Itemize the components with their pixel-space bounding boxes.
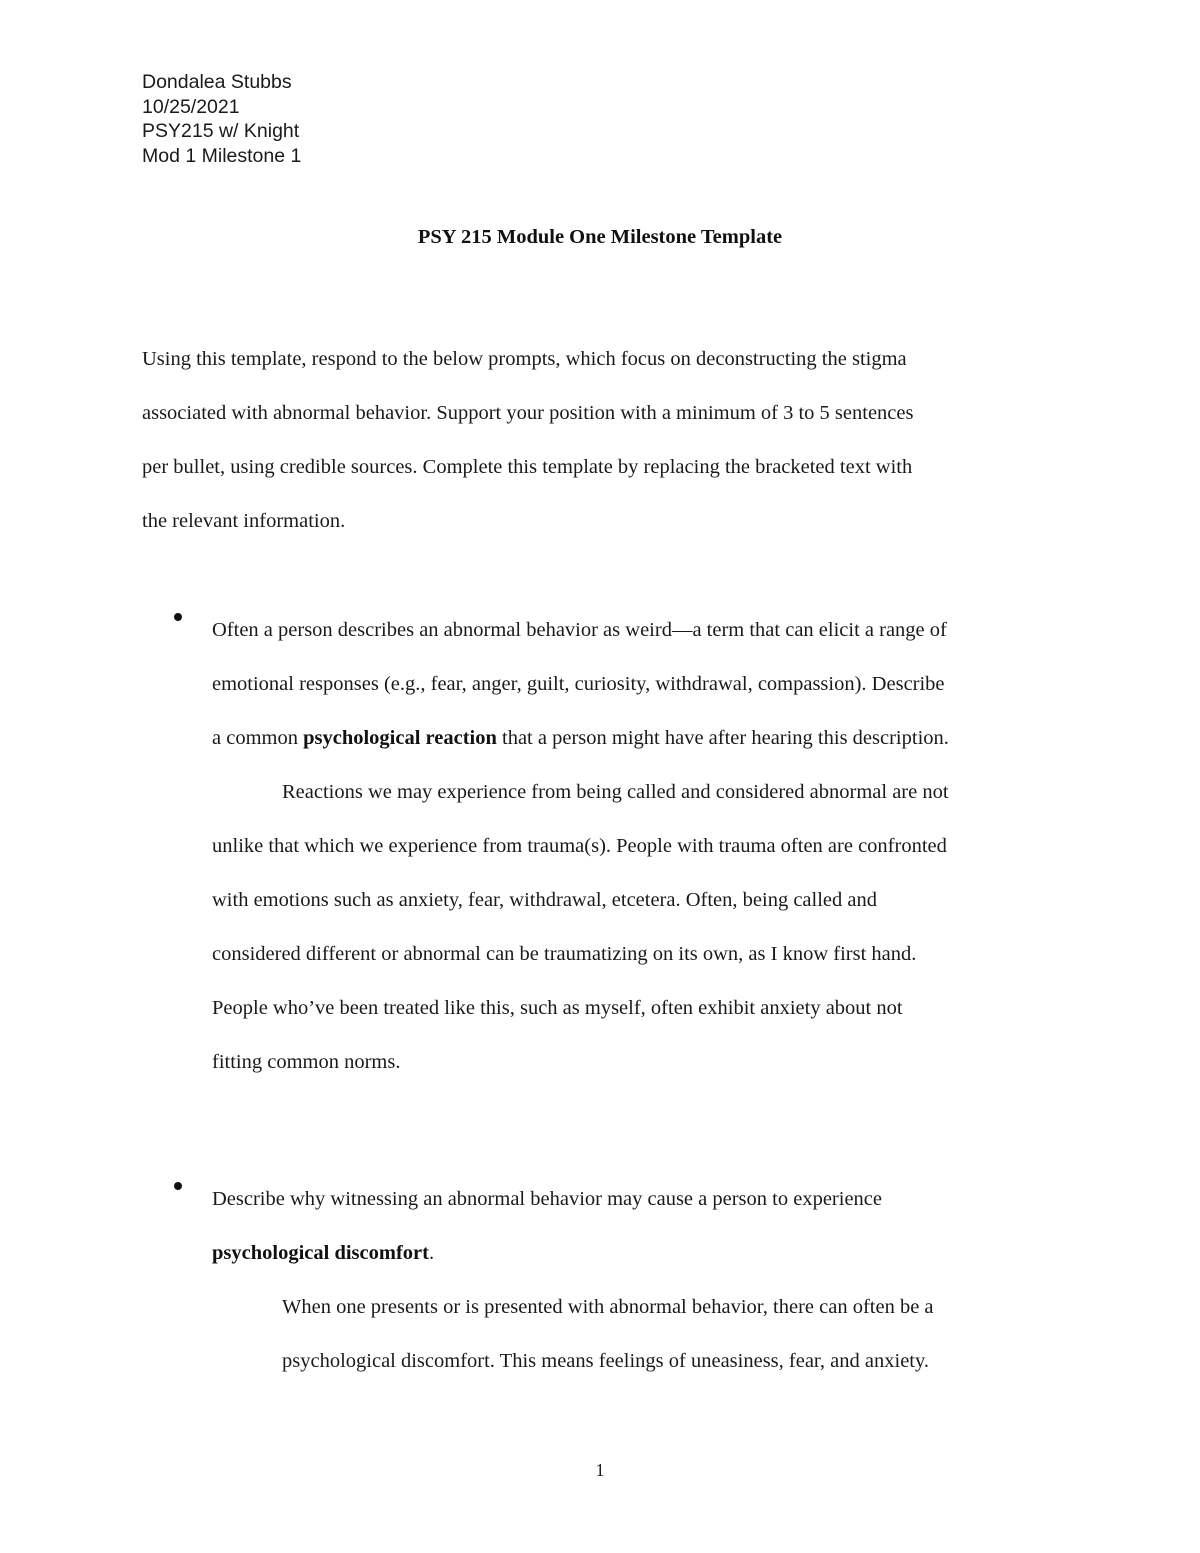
- bullet-icon: [174, 613, 182, 621]
- intro-paragraph: [142, 332, 1062, 548]
- intro-line: per bullet, using credible sources. Complete this template by replacing the bracketed text with: [142, 456, 913, 478]
- answer-line: Reactions we may experience from being called and considered abnormal are not: [282, 781, 949, 803]
- answer-line: When one presents or is presented with abnormal behavior, there can often be a: [282, 1296, 934, 1318]
- bold-term: psychological reaction: [303, 727, 497, 749]
- course-name: PSY215 w/ Knight: [142, 120, 300, 142]
- prompt-line: Often a person describes an abnormal behavior as weird—a term that can elicit a range of: [212, 619, 947, 641]
- assignment-name: Mod 1 Milestone 1: [142, 144, 302, 167]
- intro-line: the relevant information.: [142, 510, 346, 532]
- bullet-2-answer: [212, 1280, 934, 1388]
- prompt-line: [212, 1226, 882, 1280]
- bold-term: psychological discomfort: [212, 1242, 429, 1264]
- prompt-line: [212, 711, 949, 765]
- bullet-icon: [174, 1182, 182, 1190]
- document-title: PSY 215 Module One Milestone Template: [417, 226, 783, 248]
- prompt-line: Describe why witnessing an abnormal behavior may cause a person to experience: [212, 1188, 882, 1210]
- prompt-text: a common: [212, 727, 304, 749]
- page-number: 1: [595, 1460, 605, 1480]
- answer-line: fitting common norms.: [212, 1051, 401, 1073]
- answer-line: considered different or abnormal can be traumatizing on its own, as I know first hand.: [212, 943, 917, 965]
- answer-line: People who’ve been treated like this, such as myself, often exhibit anxiety about not: [212, 997, 903, 1019]
- submission-date: 10/25/2021: [142, 95, 240, 118]
- answer-line: with emotions such as anxiety, fear, withdrawal, etcetera. Often, being called and: [212, 889, 877, 911]
- answer-line: unlike that which we experience from trauma(s). People with trauma often are confronted: [212, 835, 947, 857]
- prompt-text: that a person might have after hearing this description.: [496, 727, 949, 749]
- answer-line: psychological discomfort. This means feelings of uneasiness, fear, and anxiety.: [282, 1350, 930, 1372]
- student-header: [142, 70, 301, 168]
- student-name: Dondalea Stubbs: [142, 71, 292, 93]
- bullet-2-prompt: [212, 1172, 882, 1280]
- intro-line: Using this template, respond to the below prompts, which focus on deconstructing the stigma: [142, 348, 907, 370]
- bullet-1-prompt: [212, 603, 949, 765]
- intro-line: associated with abnormal behavior. Support your position with a minimum of 3 to 5 sentences: [142, 402, 914, 424]
- prompt-line: emotional responses (e.g., fear, anger, guilt, curiosity, withdrawal, compassion). Describe: [212, 673, 945, 695]
- prompt-text: .: [428, 1242, 435, 1264]
- bullet-1-answer: [212, 765, 949, 1089]
